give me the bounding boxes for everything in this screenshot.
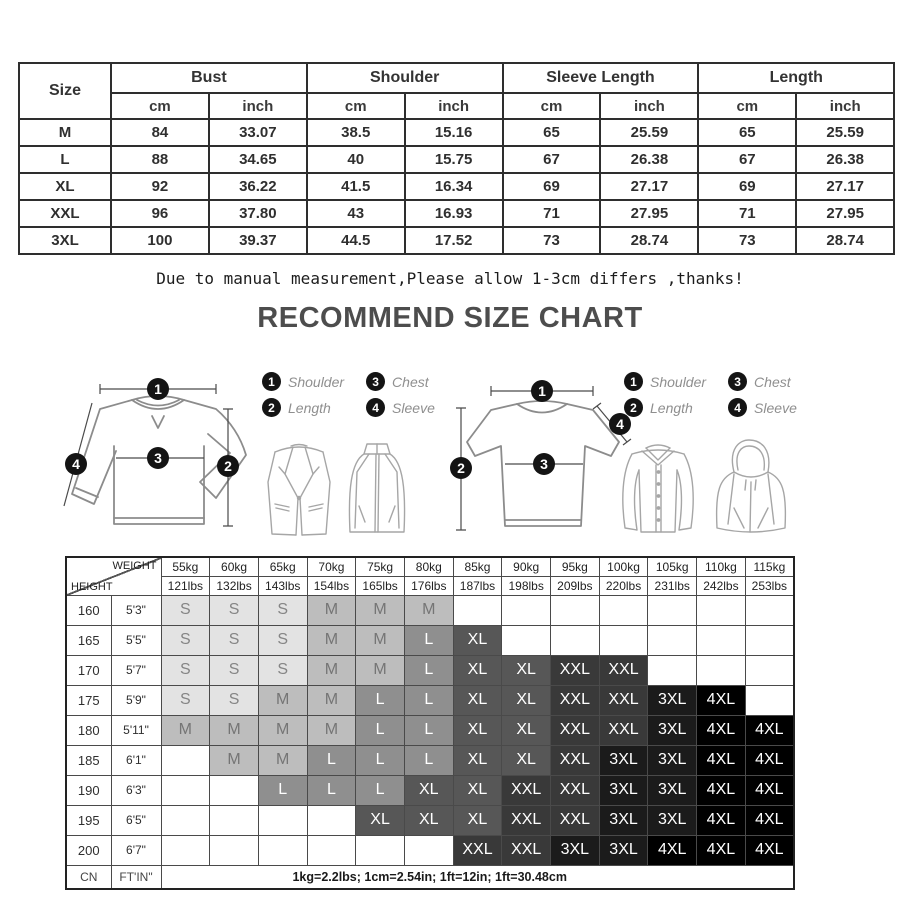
measurement-value: 27.17 (796, 173, 894, 200)
measurement-value: 27.95 (600, 200, 698, 227)
size-cell: 4XL (745, 775, 794, 805)
size-cell: XXL (599, 655, 648, 685)
weight-kg-header: 100kg (599, 557, 648, 576)
size-cell: S (161, 595, 210, 625)
size-cell: XL (453, 805, 502, 835)
measurement-value: 16.93 (405, 200, 503, 227)
size-cell: 4XL (697, 775, 746, 805)
legend-num-badge: 4 (366, 398, 385, 417)
size-cell: XXL (551, 805, 600, 835)
weight-kg-header: 85kg (453, 557, 502, 576)
weight-lbs-header: 220lbs (599, 576, 648, 595)
measurement-table (18, 62, 895, 255)
size-cell: M (356, 595, 405, 625)
unit-header: inch (600, 93, 698, 119)
matrix-row (66, 835, 794, 865)
size-cell: L (356, 745, 405, 775)
measurement-value: 15.75 (405, 146, 503, 173)
empty-cell (648, 625, 697, 655)
legend-label: Length (288, 399, 331, 416)
measurement-table-body (19, 119, 894, 254)
empty-cell (258, 805, 307, 835)
size-cell: S (258, 595, 307, 625)
measurement-row (19, 173, 894, 200)
height-cm: 170 (66, 655, 111, 685)
size-cell: XL (453, 715, 502, 745)
height-cm: 190 (66, 775, 111, 805)
measurement-value: 33.07 (209, 119, 307, 146)
empty-cell (648, 655, 697, 685)
size-cell: XXL (551, 745, 600, 775)
legend-item-shoulder (262, 372, 344, 391)
empty-cell (210, 835, 259, 865)
size-cell: L (307, 775, 356, 805)
unit-header: inch (796, 93, 894, 119)
matrix-row (66, 625, 794, 655)
height-ftin: 5'3" (111, 595, 161, 625)
unit-header-row (19, 93, 894, 119)
measurement-value: 15.16 (405, 119, 503, 146)
cn-unit-label: CN (66, 865, 111, 889)
measurement-value: 73 (503, 227, 601, 254)
weight-lbs-header: 154lbs (307, 576, 356, 595)
size-cell: XXL (551, 715, 600, 745)
legend-num-badge: 2 (624, 398, 643, 417)
size-cell: XXL (599, 685, 648, 715)
size-cell: 4XL (697, 835, 746, 865)
empty-cell (161, 775, 210, 805)
size-cell: 4XL (648, 835, 697, 865)
size-cell: M (356, 655, 405, 685)
weight-kg-header: 70kg (307, 557, 356, 576)
measurement-value: 41.5 (307, 173, 405, 200)
size-cell: 3XL (599, 835, 648, 865)
callout-length-badge (450, 457, 472, 479)
size-cell: XXL (453, 835, 502, 865)
size-cell: L (404, 745, 453, 775)
unit-header: cm (698, 93, 796, 119)
legend-label: Shoulder (288, 373, 345, 390)
size-cell: XL (502, 715, 551, 745)
size-cell: L (356, 715, 405, 745)
legend-item-length (624, 398, 706, 417)
legend-item-shoulder (624, 372, 706, 391)
matrix-row (66, 685, 794, 715)
callout-shoulder-badge (147, 378, 169, 400)
empty-cell (404, 835, 453, 865)
legend-label: Shoulder (650, 373, 707, 390)
size-cell: 3XL (599, 805, 648, 835)
size-cell: 3XL (648, 715, 697, 745)
weight-lbs-header: 253lbs (745, 576, 794, 595)
size-cell: 3XL (551, 835, 600, 865)
empty-cell (258, 835, 307, 865)
height-ftin: 5'9" (111, 685, 161, 715)
size-value: XXL (19, 200, 111, 227)
size-cell: 4XL (697, 715, 746, 745)
size-cell: XL (453, 625, 502, 655)
callout-length-num: 2 (224, 458, 232, 474)
size-cell: M (404, 595, 453, 625)
size-cell: XL (502, 655, 551, 685)
weight-lbs-header: 198lbs (502, 576, 551, 595)
empty-cell (697, 625, 746, 655)
size-cell: L (404, 625, 453, 655)
callout-shoulder-num: 1 (154, 381, 162, 397)
size-cell: XXL (502, 775, 551, 805)
measurement-value: 26.38 (600, 146, 698, 173)
measurement-value: 36.22 (209, 173, 307, 200)
size-cell: 3XL (648, 805, 697, 835)
measure-legend-left (262, 372, 435, 417)
size-cell: 3XL (648, 685, 697, 715)
size-cell: S (210, 685, 259, 715)
size-cell: 3XL (599, 745, 648, 775)
measurement-value: 40 (307, 146, 405, 173)
weight-kg-header: 110kg (697, 557, 746, 576)
measurement-value: 69 (503, 173, 601, 200)
weight-kg-header: 60kg (210, 557, 259, 576)
matrix-row (66, 715, 794, 745)
sleeve-length-header: Sleeve Length (503, 63, 699, 93)
weight-lbs-header: 187lbs (453, 576, 502, 595)
measurement-value: 73 (698, 227, 796, 254)
weight-lbs-row (66, 576, 794, 595)
size-cell: M (210, 715, 259, 745)
legend-num-badge: 3 (366, 372, 385, 391)
legend-num-badge: 2 (262, 398, 281, 417)
measurement-value: 28.74 (600, 227, 698, 254)
height-cm: 165 (66, 625, 111, 655)
size-cell: 4XL (745, 835, 794, 865)
callout-sleeve-num: 4 (616, 416, 624, 432)
height-ftin: 6'1" (111, 745, 161, 775)
page-title: RECOMMEND SIZE CHART (257, 302, 643, 334)
weight-kg-header: 55kg (161, 557, 210, 576)
callout-sleeve-num: 4 (72, 456, 80, 472)
measurement-value: 100 (111, 227, 209, 254)
size-cell: L (307, 745, 356, 775)
matrix-row (66, 745, 794, 775)
size-cell: S (258, 625, 307, 655)
size-cell: 4XL (697, 805, 746, 835)
shoulder-header: Shoulder (307, 63, 503, 93)
measurement-value: 88 (111, 146, 209, 173)
callout-chest-num: 3 (540, 456, 548, 472)
size-cell: M (307, 655, 356, 685)
empty-cell (745, 625, 794, 655)
empty-cell (551, 625, 600, 655)
long-sleeve-shirt-diagram (58, 376, 263, 544)
size-cell: L (356, 685, 405, 715)
size-cell: M (356, 625, 405, 655)
legend-item-chest (728, 372, 797, 391)
size-cell: 3XL (648, 775, 697, 805)
weight-lbs-header: 165lbs (356, 576, 405, 595)
measurement-row (19, 119, 894, 146)
weight-kg-header: 75kg (356, 557, 405, 576)
height-cm: 175 (66, 685, 111, 715)
callout-chest-badge (533, 453, 555, 475)
height-cm: 160 (66, 595, 111, 625)
length-header: Length (698, 63, 894, 93)
empty-cell (307, 835, 356, 865)
empty-cell (599, 595, 648, 625)
size-cell: XL (453, 685, 502, 715)
measurement-value: 96 (111, 200, 209, 227)
size-cell: XL (502, 685, 551, 715)
size-cell: 3XL (599, 775, 648, 805)
matrix-row (66, 595, 794, 625)
empty-cell (502, 595, 551, 625)
size-cell: M (307, 715, 356, 745)
size-cell: M (307, 595, 356, 625)
matrix-foot (66, 865, 794, 889)
size-cell: XXL (502, 805, 551, 835)
size-cell: S (161, 685, 210, 715)
height-ftin: 6'7" (111, 835, 161, 865)
callout-length-num: 2 (457, 460, 465, 476)
size-cell: XXL (599, 715, 648, 745)
measurement-value: 37.80 (209, 200, 307, 227)
weight-lbs-header: 231lbs (648, 576, 697, 595)
size-cell: XL (502, 745, 551, 775)
legend-item-sleeve (728, 398, 797, 417)
measurement-value: 71 (503, 200, 601, 227)
measurement-value: 26.38 (796, 146, 894, 173)
zip-jacket-icon (341, 438, 413, 540)
bust-header: Bust (111, 63, 307, 93)
matrix-body (66, 595, 794, 865)
measurement-value: 16.34 (405, 173, 503, 200)
height-ftin: 5'5" (111, 625, 161, 655)
size-cell: 4XL (745, 715, 794, 745)
legend-num-badge: 3 (728, 372, 747, 391)
size-cell: L (404, 715, 453, 745)
legend-num-badge: 1 (624, 372, 643, 391)
size-cell: L (404, 685, 453, 715)
matrix-head (66, 557, 794, 595)
empty-cell (210, 805, 259, 835)
measurement-row (19, 200, 894, 227)
measure-legend-right (624, 372, 797, 417)
legend-num-badge: 4 (728, 398, 747, 417)
unit-header: cm (307, 93, 405, 119)
height-cm: 200 (66, 835, 111, 865)
empty-cell (161, 835, 210, 865)
weight-lbs-header: 242lbs (697, 576, 746, 595)
measurement-value: 84 (111, 119, 209, 146)
weight-kg-header: 65kg (258, 557, 307, 576)
callout-sleeve-badge (65, 453, 87, 475)
measurement-value: 71 (698, 200, 796, 227)
size-cell: M (161, 715, 210, 745)
hoodie-icon (706, 436, 792, 542)
empty-cell (745, 655, 794, 685)
size-cell: S (161, 625, 210, 655)
weight-lbs-header: 209lbs (551, 576, 600, 595)
measurement-value: 17.52 (405, 227, 503, 254)
size-column-header: Size (19, 63, 111, 119)
measurement-value: 69 (698, 173, 796, 200)
legend-label: Length (650, 399, 693, 416)
measurement-value: 27.17 (600, 173, 698, 200)
weight-kg-row (66, 557, 794, 576)
unit-header: cm (503, 93, 601, 119)
group-header-row (19, 63, 894, 93)
empty-cell (307, 805, 356, 835)
empty-cell (745, 685, 794, 715)
size-cell: S (210, 655, 259, 685)
size-cell: 3XL (648, 745, 697, 775)
empty-cell (551, 595, 600, 625)
empty-cell (745, 595, 794, 625)
callout-length-badge (217, 455, 239, 477)
size-cell: 4XL (697, 685, 746, 715)
size-cell: 4XL (697, 745, 746, 775)
empty-cell (599, 625, 648, 655)
height-ftin: 5'7" (111, 655, 161, 685)
empty-cell (210, 775, 259, 805)
empty-cell (697, 655, 746, 685)
tshirt-diagram (445, 378, 645, 542)
measurement-value: 65 (698, 119, 796, 146)
size-cell: XXL (551, 655, 600, 685)
height-ftin: 5'11" (111, 715, 161, 745)
size-cell: S (210, 595, 259, 625)
size-cell: L (258, 775, 307, 805)
measurement-row (19, 146, 894, 173)
legend-label: Chest (392, 373, 429, 390)
measurement-value: 34.65 (209, 146, 307, 173)
measurement-note: Due to manual measurement,Please allow 1-3cm differs ,thanks! (156, 269, 744, 288)
size-cell: S (161, 655, 210, 685)
height-cm: 180 (66, 715, 111, 745)
empty-cell (648, 595, 697, 625)
matrix-row (66, 655, 794, 685)
measurement-value: 39.37 (209, 227, 307, 254)
empty-cell (697, 595, 746, 625)
size-cell: M (258, 715, 307, 745)
height-ftin: 6'3" (111, 775, 161, 805)
button-shirt-icon (620, 438, 696, 541)
weight-lbs-header: 121lbs (161, 576, 210, 595)
size-value: 3XL (19, 227, 111, 254)
unit-header: cm (111, 93, 209, 119)
height-ftin: 6'5" (111, 805, 161, 835)
size-cell: M (258, 685, 307, 715)
matrix-row (66, 805, 794, 835)
size-cell: XL (404, 775, 453, 805)
measurement-value: 38.5 (307, 119, 405, 146)
unit-header: inch (405, 93, 503, 119)
weight-kg-header: 105kg (648, 557, 697, 576)
legend-label: Chest (754, 373, 791, 390)
height-cm: 195 (66, 805, 111, 835)
empty-cell (502, 625, 551, 655)
weight-axis-label: WEIGHT (112, 560, 157, 572)
measurement-value: 27.95 (796, 200, 894, 227)
legend-item-sleeve (366, 398, 435, 417)
matrix-corner-cell (66, 557, 161, 595)
size-cell: L (356, 775, 405, 805)
measurement-value: 43 (307, 200, 405, 227)
weight-lbs-header: 143lbs (258, 576, 307, 595)
size-cell: 4XL (745, 805, 794, 835)
callout-chest-num: 3 (154, 450, 162, 466)
weight-kg-header: 115kg (745, 557, 794, 576)
size-cell: XXL (502, 835, 551, 865)
size-cell: L (404, 655, 453, 685)
size-cell: XXL (551, 775, 600, 805)
size-value: L (19, 146, 111, 173)
unit-header: inch (209, 93, 307, 119)
recommend-size-matrix (65, 556, 795, 890)
weight-kg-header: 90kg (502, 557, 551, 576)
height-cm: 185 (66, 745, 111, 775)
size-cell: XL (453, 655, 502, 685)
measurement-value: 65 (503, 119, 601, 146)
weight-lbs-header: 132lbs (210, 576, 259, 595)
size-cell: XL (356, 805, 405, 835)
callout-shoulder-num: 1 (538, 383, 546, 399)
legend-item-length (262, 398, 344, 417)
legend-label: Sleeve (754, 399, 797, 416)
empty-cell (453, 595, 502, 625)
measurement-value: 67 (698, 146, 796, 173)
matrix-footer-row (66, 865, 794, 889)
size-cell: M (307, 625, 356, 655)
callout-shoulder-badge (531, 380, 553, 402)
measurement-value: 25.59 (600, 119, 698, 146)
size-cell: XL (453, 745, 502, 775)
size-cell: XL (404, 805, 453, 835)
measurement-row (19, 227, 894, 254)
legend-item-chest (366, 372, 435, 391)
weight-lbs-header: 176lbs (404, 576, 453, 595)
size-cell: S (258, 655, 307, 685)
size-value: XL (19, 173, 111, 200)
measurement-value: 92 (111, 173, 209, 200)
size-cell: M (210, 745, 259, 775)
empty-cell (161, 805, 210, 835)
size-cell: XXL (551, 685, 600, 715)
legend-label: Sleeve (392, 399, 435, 416)
size-cell: 4XL (745, 745, 794, 775)
empty-cell (356, 835, 405, 865)
blazer-icon (263, 438, 335, 540)
size-cell: S (210, 625, 259, 655)
empty-cell (161, 745, 210, 775)
ftin-unit-label: FT'IN" (111, 865, 161, 889)
weight-kg-header: 80kg (404, 557, 453, 576)
callout-chest-badge (147, 447, 169, 469)
measurement-value: 25.59 (796, 119, 894, 146)
matrix-row (66, 775, 794, 805)
height-axis-label: HEIGHT (71, 580, 113, 593)
legend-num-badge: 1 (262, 372, 281, 391)
size-cell: M (307, 685, 356, 715)
size-cell: M (258, 745, 307, 775)
size-cell: XL (453, 775, 502, 805)
measurement-value: 44.5 (307, 227, 405, 254)
measurement-value: 28.74 (796, 227, 894, 254)
measurement-value: 67 (503, 146, 601, 173)
conversion-note: 1kg=2.2lbs; 1cm=2.54in; 1ft=12in; 1ft=30.48cm (161, 865, 794, 889)
weight-kg-header: 95kg (551, 557, 600, 576)
size-value: M (19, 119, 111, 146)
